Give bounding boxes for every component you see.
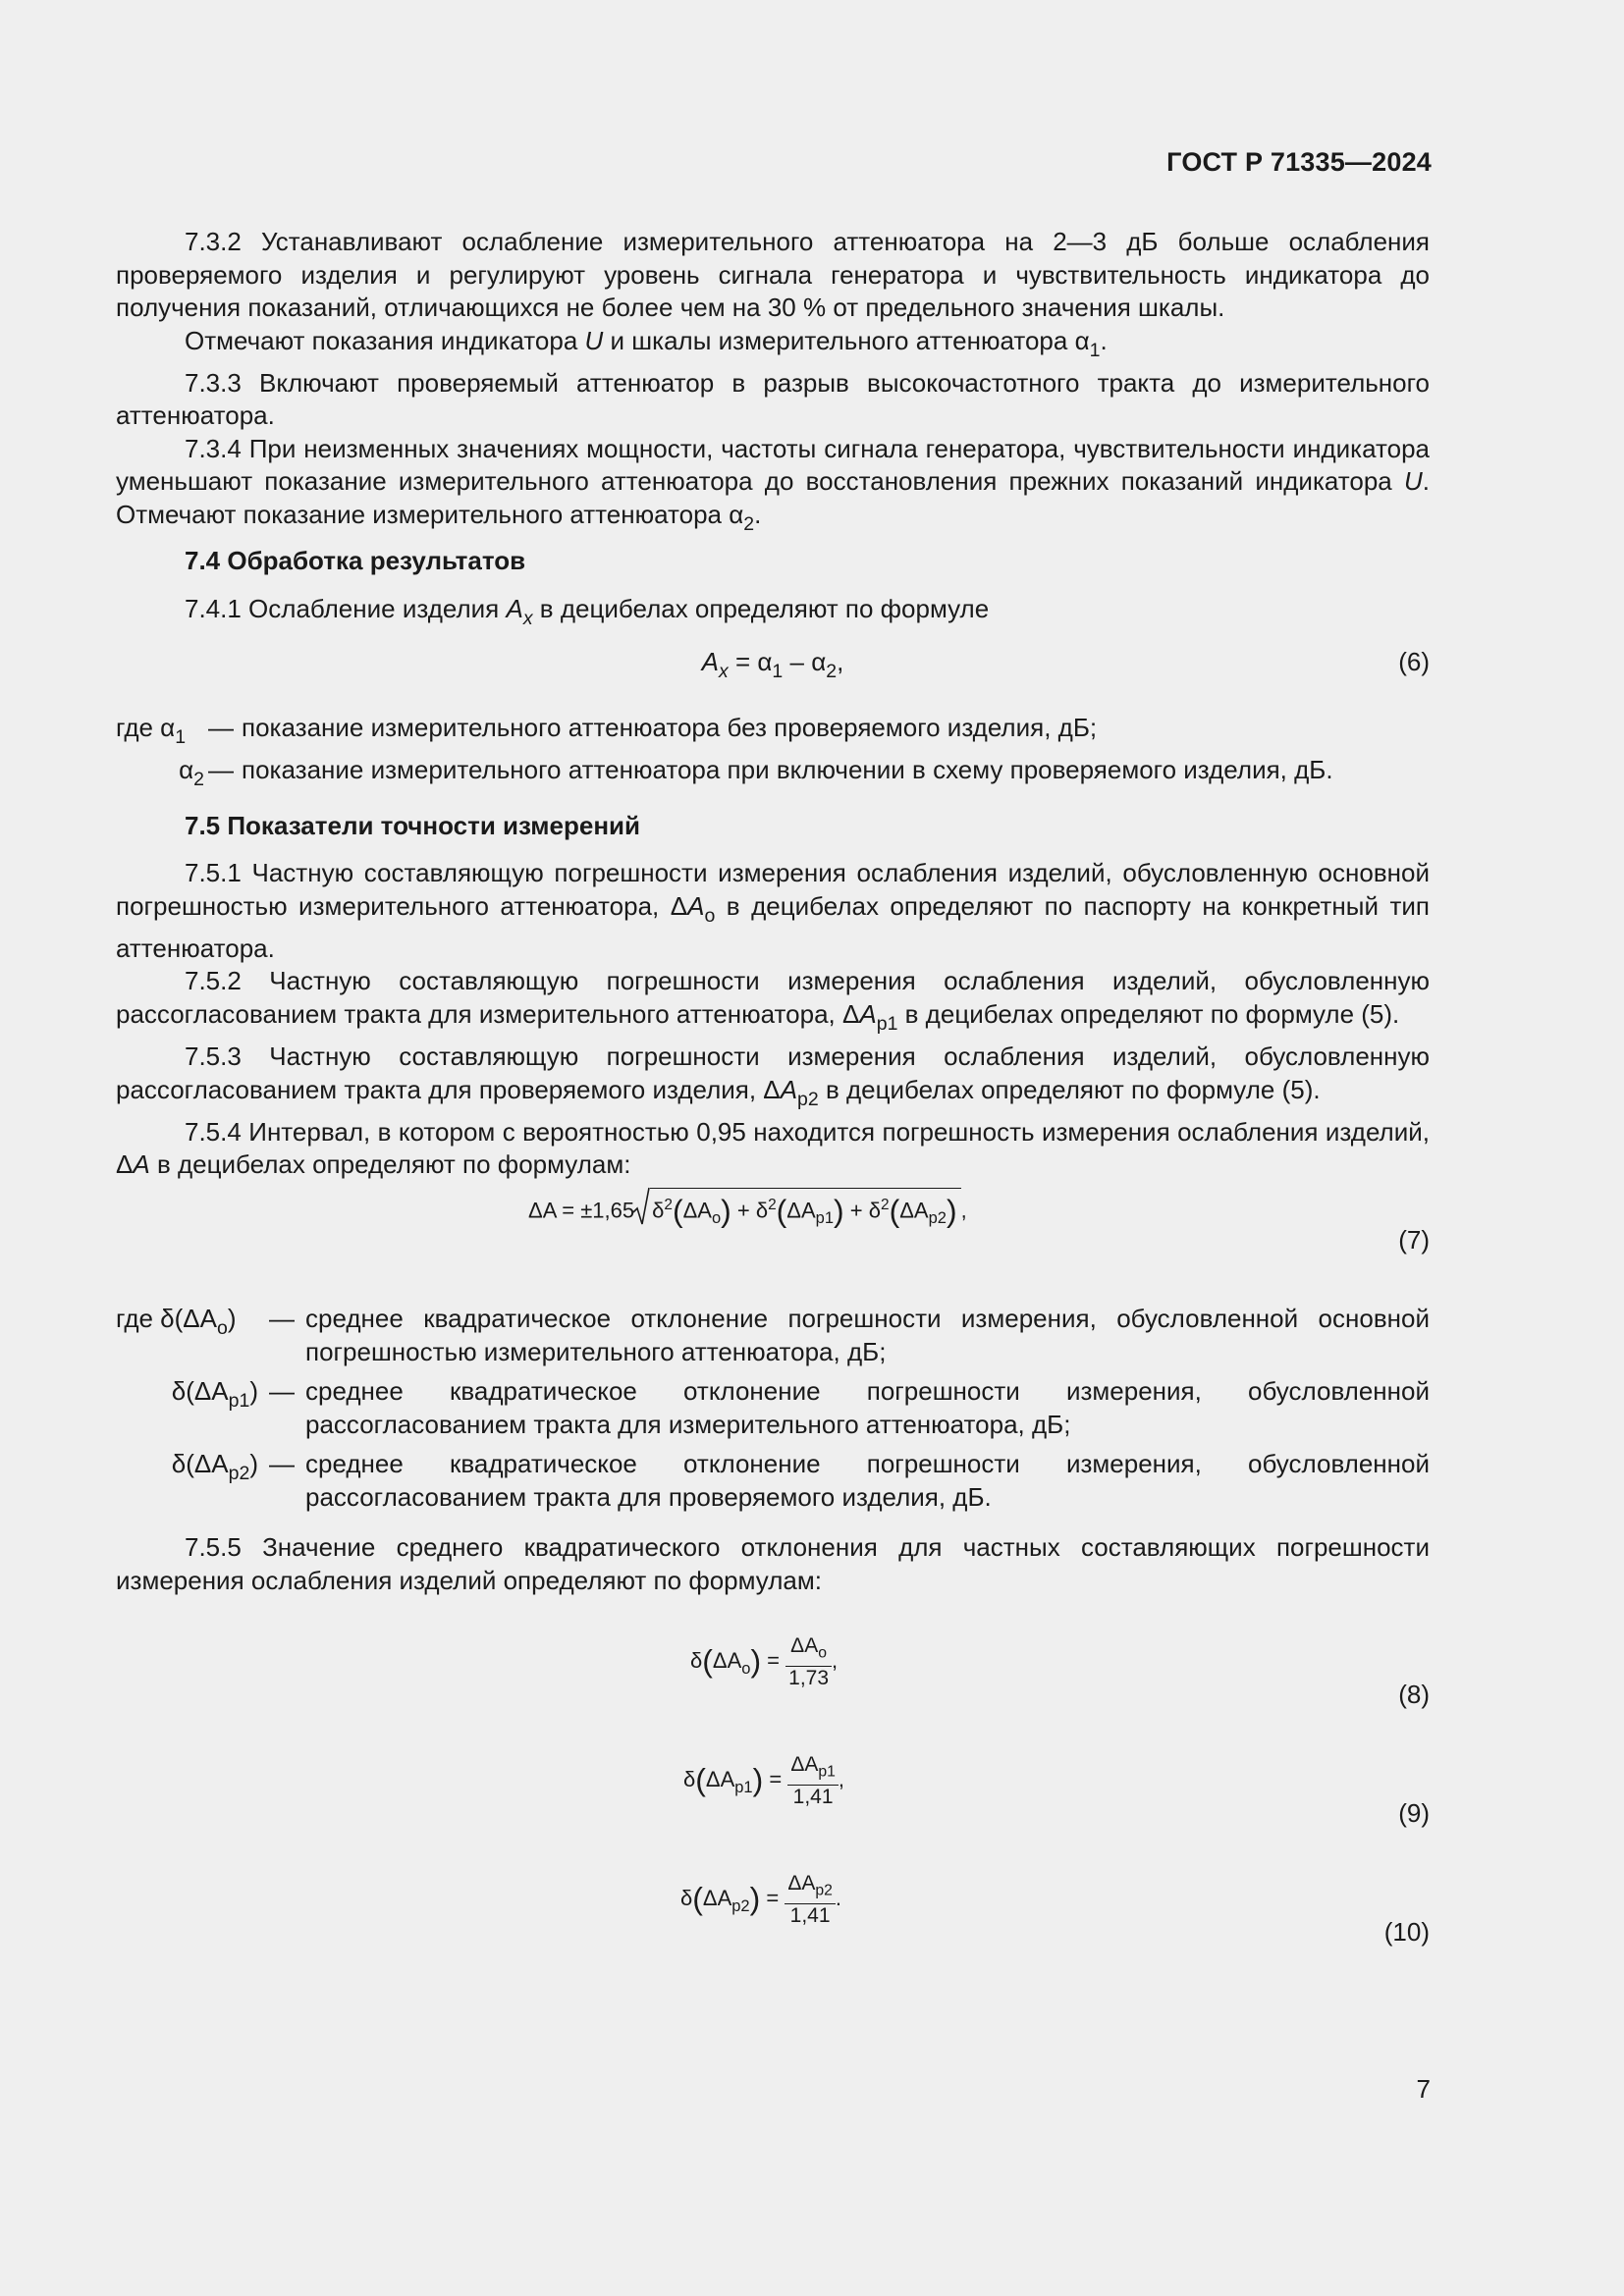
where-6-label-2: $\alpha_2$ — [179, 755, 204, 791]
equation-7 — [116, 1188, 1430, 1256]
where-7-desc-1: среднее квадратическое отклонение погрешности измерения, обусловленной основной погрешностью измерительного аттенюатора, дБ; — [305, 1304, 1430, 1366]
where-7-desc-3: среднее квадратическое отклонение погрешности измерения, обусловленной рассогласованием тракта для проверяемого изделия, дБ. — [305, 1449, 1430, 1512]
where-7-desc-2: среднее квадратическое отклонение погрешности измерения, обусловленной рассогласованием тракта для измерительного аттенюатора, дБ; — [305, 1376, 1430, 1439]
where-6-label-1: где $\alpha_1$ — [116, 713, 187, 748]
paragraph-7-3-3: 7.3.3 Включают проверяемый аттенюатор в разрыв высокочастотного тракта до измерительного аттенюатора. — [116, 367, 1430, 431]
paragraph-7-3-2: 7.3.2 Устанавливают ослабление измерительного аттенюатора на 2—3 дБ больше ослабления проверяемого изделия и регулируют уровень сигнала генератора и чувствительность индикатора до получения показаний, отличающихся не более чем на 30 % от предельного значения шкалы. — [116, 227, 1430, 322]
equation-7-number: (7) — [1398, 1225, 1430, 1255]
paragraph-7-5-4: 7.5.4 Интервал, в котором с вероятностью 0,95 находится погрешность измерения ослабления изделий, ΔA в децибелах определяют по формулам: — [116, 1116, 1430, 1180]
where-7-label-1: где $\delta(\Delta A_о)$ — [116, 1304, 237, 1339]
paragraph-7-5-2: 7.5.2 Частную составляющую погрешности измерения ослабления изделий, обусловленную рассогласованием тракта для измерительного аттенюатора, $\Delta A_{р1}$ в децибелах определяют по формуле (5). — [116, 966, 1430, 1035]
paragraph-7-5-1: 7.5.1 Частную составляющую погрешности измерения ослабления изделий, обусловленную основной погрешностью измерительного аттенюатора, $\Delta A_о$ в децибелах определяют по паспорту на конкретный тип аттенюатора. — [116, 858, 1430, 963]
where-7-dash-1: — — [269, 1304, 295, 1333]
equation-8-formula: $\delta(\Delta A_о)$ = $\frac{\Delta A_о}{1,73}$ , — [690, 1634, 839, 1689]
equation-7-formula: ΔA = ±1,65 $\delta^2(\Delta A_о) + \delta^2(\Delta A_{р1}) + \delta^2(\Delta A_{р2})$ , — [528, 1188, 967, 1236]
paragraph-7-3-2-note: Отмечают показания индикатора U и шкалы измерительного аттенюатора $\alpha_1$. — [185, 325, 1108, 361]
sqrt-sign-icon: $\delta^2(\Delta A_о) + \delta^2(\Delta A_{р1}) + \delta^2(\Delta A_{р2})$ — [650, 1188, 960, 1236]
heading-7-4: 7.4 Обработка результатов — [185, 546, 526, 575]
equation-9-number: (9) — [1398, 1798, 1430, 1828]
equation-6-formula: $A_x = \alpha_1 - \alpha_2$, — [701, 647, 844, 682]
where-list-6 — [116, 712, 1430, 797]
paragraph-7-3-4: 7.3.4 При неизменных значениях мощности, частоты сигнала генератора, чувствительности индикатора уменьшают показание измерительного аттенюатора до восстановления прежних показаний индикатора U. Отмечают показание измерительного аттенюатора $\alpha_2$. — [116, 433, 1430, 535]
paragraph-7-4-1: 7.4.1 Ослабление изделия $A_x$ в децибелах определяют по формуле — [185, 594, 990, 629]
paragraph-7-5-5-wrap — [116, 1531, 1430, 1597]
equation-9-formula: $\delta(\Delta A_{р1})$ = $\frac{\Delta A_{р1}}{1,41}$ , — [683, 1753, 845, 1808]
where-6-desc-2: показание измерительного аттенюатора при включении в схему проверяемого изделия, дБ. — [242, 755, 1333, 785]
paragraph-7-5-3: 7.5.3 Частную составляющую погрешности измерения ослабления изделий, обусловленную рассогласованием тракта для проверяемого изделия, $\Delta A_{р2}$ в децибелах определяют по формуле (5). — [116, 1041, 1430, 1110]
equation-10 — [116, 1872, 1430, 1946]
equation-6-number: (6) — [1398, 647, 1430, 676]
equation-8 — [116, 1634, 1430, 1708]
radical-icon — [632, 1187, 650, 1226]
section-7-3-body — [116, 226, 1430, 541]
equation-10-formula: $\delta(\Delta A_{р2})$ = $\frac{\Delta A_{р2}}{1,41}$ . — [680, 1872, 842, 1927]
section-7-5-body — [116, 857, 1430, 1182]
paragraph-7-5-5: 7.5.5 Значение среднего квадратического отклонения для частных составляющих погрешности измерения ослабления изделий определяют по формулам: — [116, 1532, 1430, 1595]
document-header: ГОСТ Р 71335—2024 — [1166, 147, 1432, 177]
section-7-5 — [116, 810, 1430, 843]
where-7-dash-3: — — [269, 1449, 295, 1478]
where-7-dash-2: — — [269, 1376, 295, 1406]
paragraph-7-4-1-wrap — [116, 593, 1430, 635]
where-7-label-2: $\delta(\Delta A_{р1})$ — [171, 1376, 258, 1412]
where-6-dash-1: — — [208, 713, 234, 742]
heading-7-5: 7.5 Показатели точности измерений — [185, 811, 641, 840]
equation-8-number: (8) — [1398, 1680, 1430, 1709]
equation-9 — [116, 1753, 1430, 1827]
where-6-dash-2: — — [208, 755, 234, 785]
section-7-4 — [116, 545, 1430, 578]
where-7-label-3: $\delta(\Delta A_{р2})$ — [171, 1449, 258, 1484]
where-list-7 — [116, 1303, 1430, 1514]
equation-10-number: (10) — [1383, 1917, 1430, 1947]
page-number: 7 — [1416, 2074, 1431, 2104]
equation-6 — [116, 646, 1430, 685]
where-6-desc-1: показание измерительного аттенюатора без проверяемого изделия, дБ; — [242, 713, 1098, 742]
